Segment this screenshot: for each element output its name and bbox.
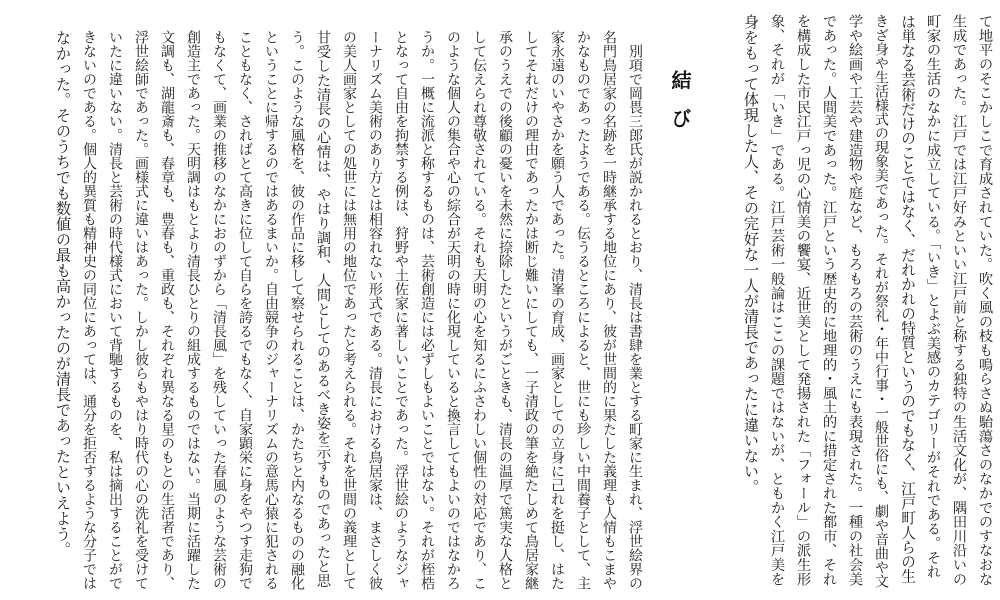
text-column: 町家の生活のなかに成立している。「いき」とよぶ美感のカテゴリーがそれである。それ: [925, 14, 941, 579]
section-heading: 結び: [668, 70, 692, 146]
text-column: であった。人間美であった。江戸という歴史的に地理的・風土的に措定された都市、それ: [821, 14, 837, 586]
text-column: こともなく、さればとて高きに位して自らを誇るでもなく、自家顕栄に身をやつす走狗で: [237, 30, 253, 590]
text-column: 学や絵画や工芸や建造物や庭など、もろもろの芸術のうえにも表現された。一種の社会美: [847, 14, 863, 586]
text-column: かなものであったようである。伝うるところによると、世にも珍しい中間養子として、主: [575, 30, 591, 590]
text-column: を構成した市民江戸っ児の心情美の饗宴、近世美として発揚された「フォール」の派生形: [795, 14, 811, 586]
text-column: ーナリズム美術のあり方とは相容れない形式である。清長における鳥居家は、まさしく彼: [367, 30, 383, 590]
text-column: きざ身や生活様式の現象美であった。それが祭礼・年中行事・一般世俗にも、劇や音曲や文: [873, 14, 889, 588]
text-column: の美人画家としての処世には無用の地位であったと考えられる。それを世間の義理として: [341, 30, 357, 590]
text-column: 浮世絵師であった。画様式に違いはあった。しかし彼らもやはり時代の心の洗礼を受けて: [133, 30, 149, 590]
text-column: 創造主であった。天明調はもとより清長ひとりの組成するものではない。当期に活躍した: [185, 30, 201, 590]
text-column: もなくて、画業の推移のなかにおのずから「清長風」を残していった春風のような芸術の: [211, 30, 227, 590]
text-column: のような個人の集合や心の綜合が天明の時に化現していると換言してもよいのではなかろ: [445, 30, 461, 590]
text-column: う。このような風格を、彼の作品に移して察せられることは、かたちと内なるものの融化: [289, 30, 305, 590]
text-column: うか。一概に流派と称するものは、芸術創造には必ずしもよいことではない。それが桎梏: [419, 30, 435, 590]
text-column: いたに違いない。清長と芸術の時代様式において背馳するものを、私は摘出することがで: [107, 30, 123, 590]
text-column: なかった。そのうちでも数値の最も高かったのが清長であったといえよう。: [54, 30, 72, 557]
text-column: 承のうえでの後顧の憂いを未然に捺除したというがごときも、清長の温厚で篤実な人格と: [497, 30, 513, 590]
text-column: 生成であった。江戸では江戸好みといい江戸前と称する独特の生活文化が、隅田川沿いの: [951, 14, 967, 586]
text-column: は単なる芸術だけのことではなく、だれかれの特質というのでもなく、江戸町人らの生: [899, 14, 916, 584]
text-column: て地平のそこかしこで育成されていた。吹く風の枝も鳴らさぬ駘蕩さのなかでのすなおな: [977, 14, 993, 586]
text-column: きないのである。個人的異質も精神史の同位にあっては、通分を拒否するような分子では: [81, 30, 97, 590]
text-column: 文調も、湖龍斎も、春章も、豊春も、重政も、それぞれ異なる星のもとの生活者であり、: [159, 30, 175, 590]
text-column: ということに帰するのではあるまいか。自由競争のジャーナリズムの意馬心猿に犯される: [263, 30, 279, 590]
text-column: 身をもって体現した人、その完好な一人が清長であったに違いない。: [742, 14, 760, 495]
text-column: してそれだけの理由であったかは断じ難いにしても、一子清政の筆を絶たしめて鳥居家継: [523, 30, 539, 590]
text-column: して伝えられ尊敬されている。それも天明の心を知るにふさわしい個性の対応であり、こ: [471, 30, 487, 590]
text-column: 象、それが「いき」である。江戸芸術一般論はここの課題ではないが、ともかく江戸美を: [769, 14, 785, 586]
text-column: 家永遠のいやさかを願う人であった。清峯の育成、画家としての立身に己れを挺し、はた: [549, 30, 565, 590]
text-column: となって自由を拘禁する例は、狩野や土佐家に著しいことであった。浮世絵のようなジャ: [393, 30, 409, 590]
text-column: 甘受した清長の心情は、やはり調和、人間としてのあるべき姿を示すものであったと思: [315, 30, 331, 588]
text-column: 名門鳥居家の名跡を一時継承する地位にあり、彼が世間的に果たした義理も人情もこまや: [601, 30, 617, 590]
text-column: 別項で岡畏三郎氏が説かれるとおり、清長は書肆を業とする町家に生まれ、浮世絵界の: [627, 44, 643, 590]
